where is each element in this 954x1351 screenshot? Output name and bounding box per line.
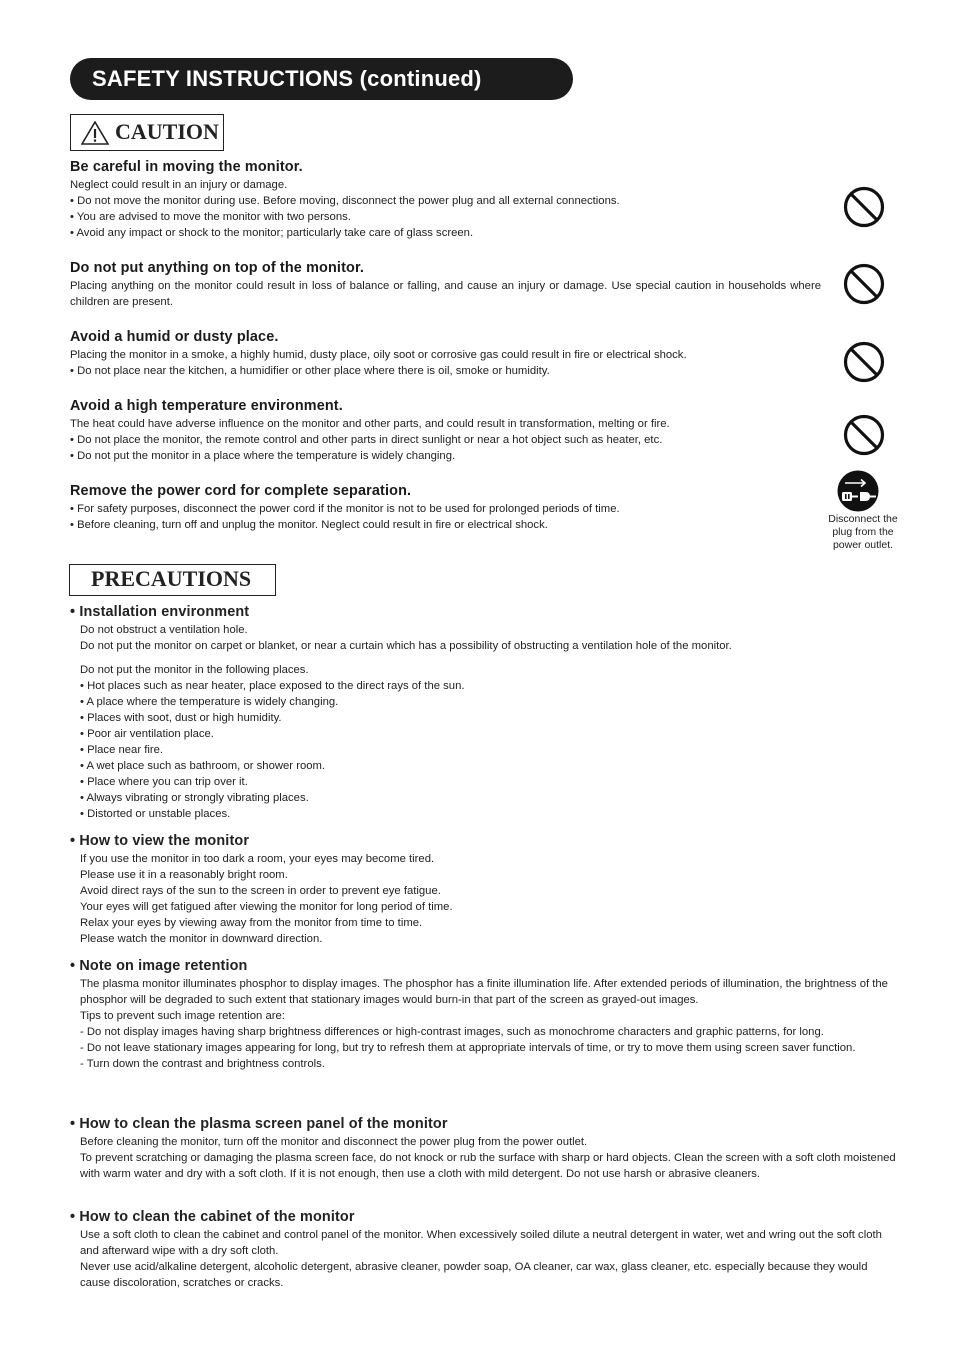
unplug-caption: [818, 513, 908, 552]
caution-label: CAUTION: [115, 119, 219, 144]
caution-section-temperature: [70, 398, 822, 464]
section-line: • Do not put the monitor in a place where the temperature is widely changing.: [70, 450, 456, 462]
section-line: • Do not place near the kitchen, a humidifier or other place where there is oil, smoke or humidity.: [70, 365, 550, 377]
caution-section-moving: [70, 159, 822, 241]
section-line: If you use the monitor in too dark a room, your eyes may become tired.: [80, 853, 435, 865]
section-paragraph: Never use acid/alkaline detergent, alcoholic detergent, abrasive cleaner, powder soap, OA cleaner, car wax, glass cleaner, etc. especially because they would cause discoloration, scratches or cracks.: [80, 1261, 868, 1289]
section-line: Relax your eyes by viewing away from the monitor from time to time.: [80, 917, 423, 929]
section-heading: • Note on image retention: [70, 958, 248, 974]
list-item: • Poor air ventilation place.: [80, 728, 214, 740]
section-heading: • How to view the monitor: [70, 833, 250, 849]
list-item: • Place where you can trip over it.: [80, 776, 248, 788]
section-heading: • How to clean the cabinet of the monitor: [70, 1209, 355, 1225]
list-item: • Hot places such as near heater, place exposed to the direct rays of the sun.: [80, 680, 465, 692]
list-item: • A wet place such as bathroom, or shower room.: [80, 760, 326, 772]
caution-section-power-cord: [70, 483, 822, 533]
list-item: • Always vibrating or strongly vibrating places.: [80, 792, 309, 804]
section-line: • Do not place the monitor, the remote control and other parts in direct sunlight or near a hot object such as heater, etc.: [70, 434, 663, 446]
list-item: • Place near fire.: [80, 744, 164, 756]
prohibited-icon: [842, 185, 886, 229]
section-line: Tips to prevent such image retention are:: [80, 1010, 285, 1022]
precaution-clean-cabinet: [70, 1209, 900, 1291]
section-line: • Avoid any impact or shock to the monitor; particularly take care of glass screen.: [70, 227, 474, 239]
section-heading: Remove the power cord for complete separation.: [70, 483, 412, 499]
list-item: • A place where the temperature is widely changing.: [80, 696, 339, 708]
list-item: • Distorted or unstable places.: [80, 808, 231, 820]
section-line: Before cleaning the monitor, turn off the monitor and disconnect the power plug from the power outlet.: [80, 1136, 588, 1148]
section-line: • For safety purposes, disconnect the power cord if the monitor is not to be used for prolonged periods of time.: [70, 503, 620, 515]
section-paragraph: Use a soft cloth to clean the cabinet and control panel of the monitor. When excessively soiled dilute a neutral detergent in water, wet and wring out the soft cloth and afterward wipe with a dry soft cloth.: [80, 1229, 882, 1257]
precaution-image-retention: [70, 958, 900, 1072]
caution-section-humid: [70, 329, 822, 379]
section-line: Do not put the monitor in the following places.: [80, 664, 309, 676]
unplug-icon: [837, 470, 879, 512]
precaution-clean-screen: [70, 1116, 900, 1182]
section-line: The heat could have adverse influence on the monitor and other parts, and could result in transformation, melting or fire.: [70, 418, 670, 430]
caption-line: Disconnect the: [828, 513, 898, 525]
caption-line: plug from the: [832, 526, 894, 538]
warning-triangle-icon: [81, 121, 109, 145]
section-heading: Do not put anything on top of the monitor.: [70, 260, 365, 276]
section-heading: Avoid a humid or dusty place.: [70, 329, 279, 345]
section-line: Do not obstruct a ventilation hole.: [80, 624, 248, 636]
precautions-label-box: [69, 564, 276, 596]
section-heading: Be careful in moving the monitor.: [70, 159, 303, 175]
caption-line: power outlet.: [832, 539, 894, 551]
caution-label-box: [70, 114, 224, 151]
precaution-viewing: [70, 833, 900, 947]
section-line: Avoid direct rays of the sun to the screen in order to prevent eye fatigue.: [80, 885, 441, 897]
page-title: SAFETY INSTRUCTIONS (continued): [70, 58, 573, 100]
prohibited-icon: [842, 262, 886, 306]
prohibited-icon: [842, 340, 886, 384]
section-line: Placing anything on the monitor could result in loss of balance or falling, and cause an injury or damage. Use special caution in households where children are present.: [70, 280, 821, 308]
section-line: Please use it in a reasonably bright room.: [80, 869, 288, 881]
section-line: • Before cleaning, turn off and unplug the monitor. Neglect could result in fire or electrical shock.: [70, 519, 548, 531]
caution-section-top: [70, 260, 821, 310]
prohibited-icon: [842, 413, 886, 457]
section-line: Your eyes will get fatigued after viewing the monitor for long period of time.: [80, 901, 453, 913]
list-item: - Do not leave stationary images appearing for long, but try to refresh them at appropriate intervals of time, or try to move them using screen saver function.: [80, 1042, 856, 1054]
section-heading: • Installation environment: [70, 604, 250, 620]
section-line: Please watch the monitor in downward direction.: [80, 933, 323, 945]
section-line: • Do not move the monitor during use. Before moving, disconnect the power plug and all external connections.: [70, 195, 620, 207]
list-item: - Turn down the contrast and brightness controls.: [80, 1058, 325, 1070]
section-paragraph: The plasma monitor illuminates phosphor to display images. The phosphor has a finite illumination life. After extended periods of illumination, the brightness of the phosphor will be degraded to such extent that stationary images would burn-in that part of the screen as grayed-out images.: [80, 978, 888, 1006]
section-paragraph: To prevent scratching or damaging the plasma screen face, do not knock or rub the surface with sharp or hard objects. Clean the screen with a soft cloth moistened with warm water and dry with a soft cloth. If it is not enough, then use a cloth with mild detergent. Do not use harsh or abrasive cleaners.: [80, 1152, 896, 1180]
precautions-label: PRECAUTIONS: [91, 566, 252, 591]
precaution-installation: [70, 604, 900, 822]
list-item: • Places with soot, dust or high humidity.: [80, 712, 282, 724]
section-heading: Avoid a high temperature environment.: [70, 398, 343, 414]
section-line: Placing the monitor in a smoke, a highly humid, dusty place, oily soot or corrosive gas could result in fire or electrical shock.: [70, 349, 687, 361]
section-heading: • How to clean the plasma screen panel of the monitor: [70, 1116, 448, 1132]
section-line: Neglect could result in an injury or damage.: [70, 179, 288, 191]
section-line: Do not put the monitor on carpet or blanket, or near a curtain which has a possibility of obstructing a ventilation hole of the monitor.: [80, 640, 732, 652]
list-item: - Do not display images having sharp brightness differences or high-contrast images, such as monochrome characters and graphic patterns, for long.: [80, 1026, 824, 1038]
section-line: • You are advised to move the monitor with two persons.: [70, 211, 351, 223]
